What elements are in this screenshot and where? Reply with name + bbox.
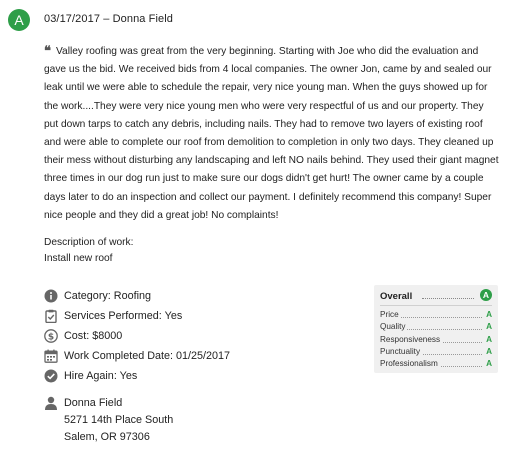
detail-hire-again-text: Hire Again: Yes (64, 370, 138, 382)
rating-overall-grade: A (480, 289, 492, 301)
rating-punctuality-label: Punctuality (380, 346, 421, 356)
quote-icon: ❝ (44, 44, 51, 59)
detail-completed-date-text: Work Completed Date: 01/25/2017 (64, 350, 231, 362)
rating-price-label: Price (380, 310, 399, 319)
review-text: Valley roofing was great from the very beginning. Starting with Joe who did the evaluation and gave us the bid. We received bids from 4 local companies. The owner Jon, came by and sealed our leak until we were able to schedule the repair, very nice young man. When the guys showed up for the work....They were very nice young men who were very respectful of us and our property. They put down tarps to catch any debris, including nails. They had to remove two layers of existing roof and were able to complete our roof from demolition to completion in only two days. They cleaned up their mess without disturbing any landscaping and left NO nails behind. They used their giant magnet three times in our dog run just to make sure our dogs didn't get hurt! The owner came by a couple days later to do an inspection and collect our payment. I definitely recommend this company! Super nice people and they did a great job! No complaints! (44, 46, 499, 221)
rating-responsiveness (380, 334, 492, 346)
dollar-icon (44, 329, 58, 343)
rating-punctuality (380, 346, 492, 358)
rating-quality-grade: A (486, 322, 492, 332)
rating-quality-label: Quality (380, 322, 406, 332)
check-circle-icon (44, 369, 58, 383)
detail-category-text: Category: Roofing (64, 290, 152, 302)
rating-professionalism-label: Professionalism (380, 359, 438, 369)
description-value: Install new roof (44, 253, 113, 264)
rating-professionalism (380, 358, 492, 370)
contact-street: 5271 14th Place South (64, 414, 174, 426)
clipboard-check-icon (44, 309, 58, 323)
svg-text:$: $ (47, 332, 55, 343)
rating-price (380, 309, 492, 321)
info-icon (44, 289, 58, 303)
detail-services-text: Services Performed: Yes (64, 310, 183, 322)
rating-professionalism-grade: A (486, 359, 492, 369)
rating-responsiveness-label: Responsiveness (380, 334, 441, 344)
review-date-author: 03/17/2017 – Donna Field (44, 13, 173, 25)
contact-city: Salem, OR 97306 (64, 431, 150, 443)
rating-overall (380, 289, 492, 306)
rating-punctuality-grade: A (486, 346, 492, 356)
rating-responsiveness-grade: A (486, 334, 492, 344)
detail-cost-text: Cost: $8000 (64, 330, 123, 342)
rating-price-grade: A (486, 310, 492, 319)
rating-quality (380, 321, 492, 333)
calendar-icon (44, 349, 58, 363)
rating-overall-label: Overall (380, 291, 413, 302)
ratings-panel (374, 285, 498, 373)
description-label: Description of work: (44, 237, 134, 248)
reviewer-avatar: A (8, 9, 30, 31)
review-body (44, 43, 500, 225)
contact-name: Donna Field (64, 397, 123, 409)
person-icon (44, 396, 58, 410)
rating-overall-leader (422, 298, 474, 299)
